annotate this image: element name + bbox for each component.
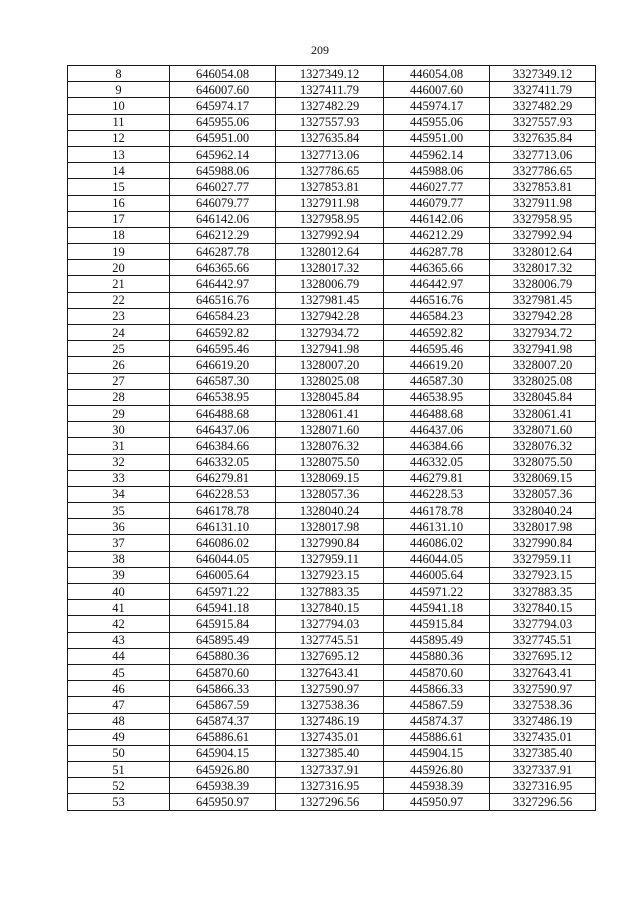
table-row (68, 98, 596, 114)
y-coordinate-cell: 1328045.84 (276, 389, 384, 405)
point-number-cell: 42 (68, 616, 170, 632)
y2-coordinate-cell: 3328075.50 (490, 454, 596, 470)
y2-coordinate-cell: 3327486.19 (490, 713, 596, 729)
y2-coordinate-cell: 3327557.93 (490, 114, 596, 130)
x-coordinate-cell: 645867.59 (170, 697, 276, 713)
table-row (68, 179, 596, 195)
y2-coordinate-cell: 3328061.41 (490, 405, 596, 421)
y-coordinate-cell: 1328012.64 (276, 244, 384, 260)
x2-coordinate-cell: 446365.66 (384, 260, 490, 276)
y-coordinate-cell: 1327941.98 (276, 341, 384, 357)
table-row (68, 66, 596, 82)
point-number-cell: 50 (68, 745, 170, 761)
table-row (68, 632, 596, 648)
table-row (68, 729, 596, 745)
table-row (68, 519, 596, 535)
y2-coordinate-cell: 3327941.98 (490, 341, 596, 357)
table-row (68, 713, 596, 729)
x-coordinate-cell: 646442.97 (170, 276, 276, 292)
point-number-cell: 16 (68, 195, 170, 211)
y2-coordinate-cell: 3327794.03 (490, 616, 596, 632)
point-number-cell: 21 (68, 276, 170, 292)
table-row (68, 82, 596, 98)
point-number-cell: 48 (68, 713, 170, 729)
x2-coordinate-cell: 445938.39 (384, 778, 490, 794)
point-number-cell: 25 (68, 341, 170, 357)
y-coordinate-cell: 1327981.45 (276, 292, 384, 308)
y2-coordinate-cell: 3327643.41 (490, 664, 596, 680)
y-coordinate-cell: 1327635.84 (276, 130, 384, 146)
y2-coordinate-cell: 3327435.01 (490, 729, 596, 745)
y-coordinate-cell: 1328069.15 (276, 470, 384, 486)
y-coordinate-cell: 1327794.03 (276, 616, 384, 632)
table-row (68, 794, 596, 810)
x2-coordinate-cell: 445866.33 (384, 681, 490, 697)
x-coordinate-cell: 646516.76 (170, 292, 276, 308)
point-number-cell: 22 (68, 292, 170, 308)
x-coordinate-cell: 646384.66 (170, 438, 276, 454)
table-row (68, 648, 596, 664)
point-number-cell: 46 (68, 681, 170, 697)
y2-coordinate-cell: 3327349.12 (490, 66, 596, 82)
y2-coordinate-cell: 3328069.15 (490, 470, 596, 486)
y-coordinate-cell: 1327911.98 (276, 195, 384, 211)
x2-coordinate-cell: 446384.66 (384, 438, 490, 454)
table-row (68, 163, 596, 179)
x2-coordinate-cell: 445926.80 (384, 762, 490, 778)
x-coordinate-cell: 645880.36 (170, 648, 276, 664)
x-coordinate-cell: 645874.37 (170, 713, 276, 729)
y-coordinate-cell: 1327713.06 (276, 146, 384, 162)
table-row (68, 551, 596, 567)
x2-coordinate-cell: 445955.06 (384, 114, 490, 130)
y2-coordinate-cell: 3327695.12 (490, 648, 596, 664)
y-coordinate-cell: 1327695.12 (276, 648, 384, 664)
x-coordinate-cell: 645974.17 (170, 98, 276, 114)
y-coordinate-cell: 1327923.15 (276, 567, 384, 583)
table-row (68, 357, 596, 373)
y-coordinate-cell: 1328007.20 (276, 357, 384, 373)
y2-coordinate-cell: 3328076.32 (490, 438, 596, 454)
table-row (68, 244, 596, 260)
y-coordinate-cell: 1327385.40 (276, 745, 384, 761)
y-coordinate-cell: 1327411.79 (276, 82, 384, 98)
x2-coordinate-cell: 445870.60 (384, 664, 490, 680)
x2-coordinate-cell: 445886.61 (384, 729, 490, 745)
x2-coordinate-cell: 445915.84 (384, 616, 490, 632)
x-coordinate-cell: 645895.49 (170, 632, 276, 648)
y2-coordinate-cell: 3328040.24 (490, 503, 596, 519)
y-coordinate-cell: 1327990.84 (276, 535, 384, 551)
y2-coordinate-cell: 3327482.29 (490, 98, 596, 114)
y-coordinate-cell: 1327538.36 (276, 697, 384, 713)
x2-coordinate-cell: 445895.49 (384, 632, 490, 648)
x-coordinate-cell: 645938.39 (170, 778, 276, 794)
x2-coordinate-cell: 446079.77 (384, 195, 490, 211)
y2-coordinate-cell: 3328007.20 (490, 357, 596, 373)
x2-coordinate-cell: 446619.20 (384, 357, 490, 373)
y-coordinate-cell: 1327840.15 (276, 600, 384, 616)
x-coordinate-cell: 646488.68 (170, 405, 276, 421)
table-row (68, 600, 596, 616)
x-coordinate-cell: 645988.06 (170, 163, 276, 179)
point-number-cell: 12 (68, 130, 170, 146)
table-row (68, 227, 596, 243)
table-row (68, 616, 596, 632)
x2-coordinate-cell: 446287.78 (384, 244, 490, 260)
x-coordinate-cell: 646007.60 (170, 82, 276, 98)
y-coordinate-cell: 1328040.24 (276, 503, 384, 519)
y-coordinate-cell: 1328017.98 (276, 519, 384, 535)
y2-coordinate-cell: 3327934.72 (490, 325, 596, 341)
x2-coordinate-cell: 446437.06 (384, 422, 490, 438)
point-number-cell: 24 (68, 325, 170, 341)
y-coordinate-cell: 1327486.19 (276, 713, 384, 729)
y-coordinate-cell: 1327643.41 (276, 664, 384, 680)
point-number-cell: 23 (68, 308, 170, 324)
point-number-cell: 41 (68, 600, 170, 616)
point-number-cell: 35 (68, 503, 170, 519)
x-coordinate-cell: 646592.82 (170, 325, 276, 341)
y2-coordinate-cell: 3327786.65 (490, 163, 596, 179)
y-coordinate-cell: 1327296.56 (276, 794, 384, 810)
y-coordinate-cell: 1328017.32 (276, 260, 384, 276)
table-row (68, 195, 596, 211)
y2-coordinate-cell: 3328017.98 (490, 519, 596, 535)
x-coordinate-cell: 646086.02 (170, 535, 276, 551)
x-coordinate-cell: 646279.81 (170, 470, 276, 486)
x-coordinate-cell: 645866.33 (170, 681, 276, 697)
x2-coordinate-cell: 446044.05 (384, 551, 490, 567)
point-number-cell: 26 (68, 357, 170, 373)
point-number-cell: 43 (68, 632, 170, 648)
y2-coordinate-cell: 3327942.28 (490, 308, 596, 324)
table-row (68, 454, 596, 470)
x-coordinate-cell: 645870.60 (170, 664, 276, 680)
x2-coordinate-cell: 446587.30 (384, 373, 490, 389)
y-coordinate-cell: 1327959.11 (276, 551, 384, 567)
x-coordinate-cell: 646587.30 (170, 373, 276, 389)
point-number-cell: 52 (68, 778, 170, 794)
point-number-cell: 18 (68, 227, 170, 243)
table-row (68, 292, 596, 308)
x2-coordinate-cell: 445971.22 (384, 584, 490, 600)
point-number-cell: 40 (68, 584, 170, 600)
y2-coordinate-cell: 3327853.81 (490, 179, 596, 195)
point-number-cell: 9 (68, 82, 170, 98)
y2-coordinate-cell: 3327296.56 (490, 794, 596, 810)
y2-coordinate-cell: 3327745.51 (490, 632, 596, 648)
point-number-cell: 33 (68, 470, 170, 486)
y-coordinate-cell: 1327883.35 (276, 584, 384, 600)
x-coordinate-cell: 645971.22 (170, 584, 276, 600)
x2-coordinate-cell: 445941.18 (384, 600, 490, 616)
point-number-cell: 29 (68, 405, 170, 421)
point-number-cell: 37 (68, 535, 170, 551)
y2-coordinate-cell: 3327337.91 (490, 762, 596, 778)
point-number-cell: 10 (68, 98, 170, 114)
x2-coordinate-cell: 446054.08 (384, 66, 490, 82)
point-number-cell: 19 (68, 244, 170, 260)
table-row (68, 503, 596, 519)
y-coordinate-cell: 1327934.72 (276, 325, 384, 341)
y2-coordinate-cell: 3327385.40 (490, 745, 596, 761)
x-coordinate-cell: 646437.06 (170, 422, 276, 438)
y2-coordinate-cell: 3328012.64 (490, 244, 596, 260)
point-number-cell: 17 (68, 211, 170, 227)
x-coordinate-cell: 646005.64 (170, 567, 276, 583)
x2-coordinate-cell: 445962.14 (384, 146, 490, 162)
x2-coordinate-cell: 446584.23 (384, 308, 490, 324)
x2-coordinate-cell: 446488.68 (384, 405, 490, 421)
y-coordinate-cell: 1327958.95 (276, 211, 384, 227)
y2-coordinate-cell: 3327713.06 (490, 146, 596, 162)
point-number-cell: 20 (68, 260, 170, 276)
x-coordinate-cell: 646365.66 (170, 260, 276, 276)
x-coordinate-cell: 645941.18 (170, 600, 276, 616)
y-coordinate-cell: 1328075.50 (276, 454, 384, 470)
y-coordinate-cell: 1328057.36 (276, 486, 384, 502)
table-row (68, 389, 596, 405)
y2-coordinate-cell: 3327911.98 (490, 195, 596, 211)
y-coordinate-cell: 1327337.91 (276, 762, 384, 778)
y2-coordinate-cell: 3328045.84 (490, 389, 596, 405)
table-row (68, 486, 596, 502)
y2-coordinate-cell: 3327990.84 (490, 535, 596, 551)
y2-coordinate-cell: 3327316.95 (490, 778, 596, 794)
table-row (68, 778, 596, 794)
x2-coordinate-cell: 446279.81 (384, 470, 490, 486)
table-row (68, 664, 596, 680)
point-number-cell: 11 (68, 114, 170, 130)
x2-coordinate-cell: 446005.64 (384, 567, 490, 583)
x-coordinate-cell: 645955.06 (170, 114, 276, 130)
y2-coordinate-cell: 3328057.36 (490, 486, 596, 502)
table-row (68, 276, 596, 292)
table-row (68, 438, 596, 454)
x2-coordinate-cell: 446595.46 (384, 341, 490, 357)
y-coordinate-cell: 1327786.65 (276, 163, 384, 179)
x2-coordinate-cell: 446332.05 (384, 454, 490, 470)
table-row (68, 567, 596, 583)
table-row (68, 405, 596, 421)
point-number-cell: 38 (68, 551, 170, 567)
y-coordinate-cell: 1328071.60 (276, 422, 384, 438)
point-number-cell: 28 (68, 389, 170, 405)
point-number-cell: 45 (68, 664, 170, 680)
point-number-cell: 53 (68, 794, 170, 810)
x2-coordinate-cell: 445951.00 (384, 130, 490, 146)
x-coordinate-cell: 646538.95 (170, 389, 276, 405)
x-coordinate-cell: 646142.06 (170, 211, 276, 227)
table-row (68, 211, 596, 227)
x-coordinate-cell: 646212.29 (170, 227, 276, 243)
y-coordinate-cell: 1327316.95 (276, 778, 384, 794)
y-coordinate-cell: 1327590.97 (276, 681, 384, 697)
y2-coordinate-cell: 3327411.79 (490, 82, 596, 98)
y-coordinate-cell: 1328006.79 (276, 276, 384, 292)
y-coordinate-cell: 1328076.32 (276, 438, 384, 454)
x2-coordinate-cell: 445988.06 (384, 163, 490, 179)
x-coordinate-cell: 646228.53 (170, 486, 276, 502)
x2-coordinate-cell: 446538.95 (384, 389, 490, 405)
coordinates-table-body (68, 66, 596, 811)
y2-coordinate-cell: 3328025.08 (490, 373, 596, 389)
y-coordinate-cell: 1328061.41 (276, 405, 384, 421)
y-coordinate-cell: 1327435.01 (276, 729, 384, 745)
y-coordinate-cell: 1327745.51 (276, 632, 384, 648)
x2-coordinate-cell: 446027.77 (384, 179, 490, 195)
x2-coordinate-cell: 445904.15 (384, 745, 490, 761)
x-coordinate-cell: 646332.05 (170, 454, 276, 470)
point-number-cell: 15 (68, 179, 170, 195)
point-number-cell: 34 (68, 486, 170, 502)
table-row (68, 762, 596, 778)
x2-coordinate-cell: 446442.97 (384, 276, 490, 292)
x2-coordinate-cell: 446086.02 (384, 535, 490, 551)
x2-coordinate-cell: 446007.60 (384, 82, 490, 98)
point-number-cell: 47 (68, 697, 170, 713)
x-coordinate-cell: 645962.14 (170, 146, 276, 162)
y2-coordinate-cell: 3328017.32 (490, 260, 596, 276)
table-row (68, 130, 596, 146)
table-row (68, 697, 596, 713)
y2-coordinate-cell: 3327840.15 (490, 600, 596, 616)
point-number-cell: 39 (68, 567, 170, 583)
x2-coordinate-cell: 446131.10 (384, 519, 490, 535)
y-coordinate-cell: 1327853.81 (276, 179, 384, 195)
point-number-cell: 27 (68, 373, 170, 389)
point-number-cell: 30 (68, 422, 170, 438)
y2-coordinate-cell: 3328006.79 (490, 276, 596, 292)
x2-coordinate-cell: 445867.59 (384, 697, 490, 713)
coordinates-table (67, 65, 596, 811)
x-coordinate-cell: 646178.78 (170, 503, 276, 519)
y2-coordinate-cell: 3327590.97 (490, 681, 596, 697)
x-coordinate-cell: 646131.10 (170, 519, 276, 535)
x-coordinate-cell: 645951.00 (170, 130, 276, 146)
x2-coordinate-cell: 446178.78 (384, 503, 490, 519)
x-coordinate-cell: 645886.61 (170, 729, 276, 745)
point-number-cell: 31 (68, 438, 170, 454)
y-coordinate-cell: 1327992.94 (276, 227, 384, 243)
point-number-cell: 32 (68, 454, 170, 470)
x-coordinate-cell: 646287.78 (170, 244, 276, 260)
table-row (68, 584, 596, 600)
table-row (68, 470, 596, 486)
x2-coordinate-cell: 445974.17 (384, 98, 490, 114)
y2-coordinate-cell: 3327883.35 (490, 584, 596, 600)
table-row (68, 341, 596, 357)
point-number-cell: 36 (68, 519, 170, 535)
y2-coordinate-cell: 3328071.60 (490, 422, 596, 438)
y2-coordinate-cell: 3327635.84 (490, 130, 596, 146)
y2-coordinate-cell: 3327992.94 (490, 227, 596, 243)
table-row (68, 325, 596, 341)
y-coordinate-cell: 1327557.93 (276, 114, 384, 130)
y2-coordinate-cell: 3327923.15 (490, 567, 596, 583)
x-coordinate-cell: 646584.23 (170, 308, 276, 324)
y-coordinate-cell: 1327482.29 (276, 98, 384, 114)
table-row (68, 422, 596, 438)
point-number-cell: 14 (68, 163, 170, 179)
x-coordinate-cell: 645926.80 (170, 762, 276, 778)
table-row (68, 114, 596, 130)
y2-coordinate-cell: 3327959.11 (490, 551, 596, 567)
table-row (68, 535, 596, 551)
y2-coordinate-cell: 3327981.45 (490, 292, 596, 308)
x2-coordinate-cell: 446142.06 (384, 211, 490, 227)
point-number-cell: 44 (68, 648, 170, 664)
x2-coordinate-cell: 445880.36 (384, 648, 490, 664)
point-number-cell: 8 (68, 66, 170, 82)
x-coordinate-cell: 646595.46 (170, 341, 276, 357)
table-row (68, 146, 596, 162)
table-row (68, 260, 596, 276)
x2-coordinate-cell: 445950.97 (384, 794, 490, 810)
table-row (68, 373, 596, 389)
table-row (68, 308, 596, 324)
x-coordinate-cell: 645915.84 (170, 616, 276, 632)
x-coordinate-cell: 645904.15 (170, 745, 276, 761)
y-coordinate-cell: 1327942.28 (276, 308, 384, 324)
x2-coordinate-cell: 446592.82 (384, 325, 490, 341)
page-number: 209 (311, 43, 329, 57)
x-coordinate-cell: 645950.97 (170, 794, 276, 810)
x2-coordinate-cell: 446516.76 (384, 292, 490, 308)
x-coordinate-cell: 646079.77 (170, 195, 276, 211)
y2-coordinate-cell: 3327958.95 (490, 211, 596, 227)
y-coordinate-cell: 1327349.12 (276, 66, 384, 82)
y-coordinate-cell: 1328025.08 (276, 373, 384, 389)
point-number-cell: 13 (68, 146, 170, 162)
x-coordinate-cell: 646619.20 (170, 357, 276, 373)
x2-coordinate-cell: 445874.37 (384, 713, 490, 729)
x2-coordinate-cell: 446228.53 (384, 486, 490, 502)
point-number-cell: 49 (68, 729, 170, 745)
y2-coordinate-cell: 3327538.36 (490, 697, 596, 713)
x2-coordinate-cell: 446212.29 (384, 227, 490, 243)
x-coordinate-cell: 646054.08 (170, 66, 276, 82)
x-coordinate-cell: 646044.05 (170, 551, 276, 567)
point-number-cell: 51 (68, 762, 170, 778)
table-row (68, 745, 596, 761)
table-row (68, 681, 596, 697)
x-coordinate-cell: 646027.77 (170, 179, 276, 195)
